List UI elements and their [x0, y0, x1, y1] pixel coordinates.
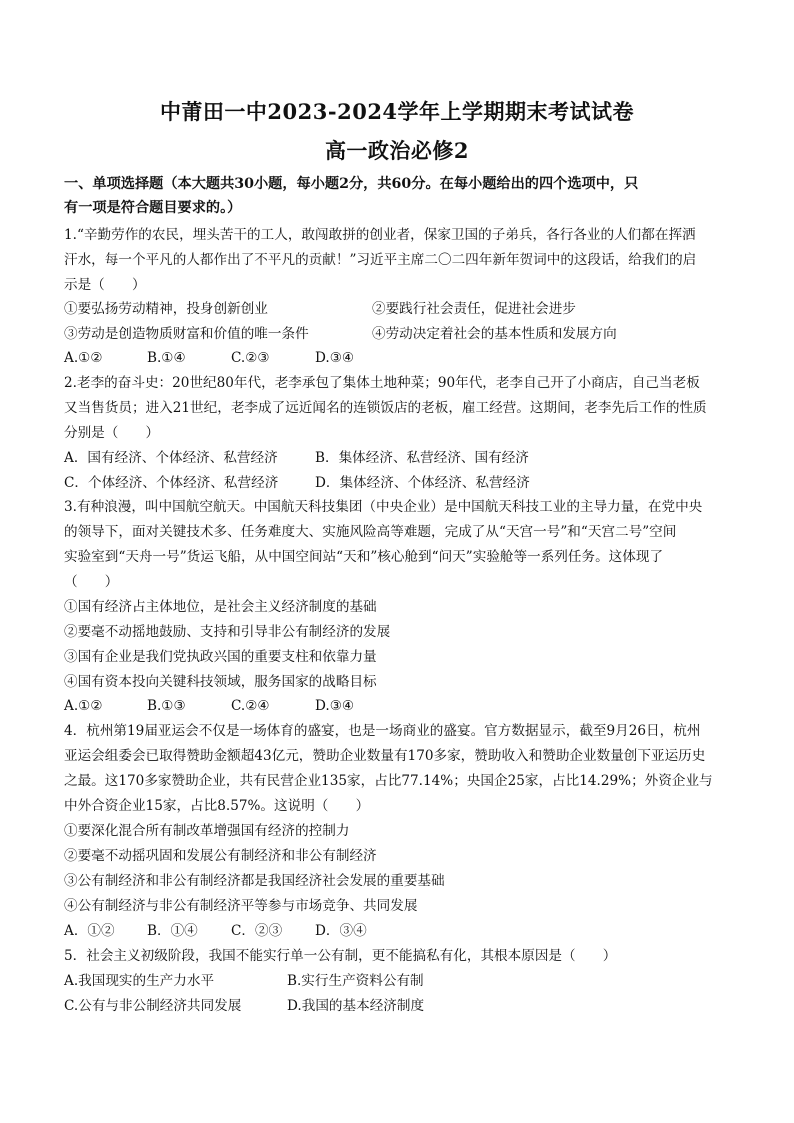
q2-stem-line1: 2.老李的奋斗史：20世纪80年代，老李承包了集体土地种菜；90年代，老李自己开了小商店，自己当老板 [64, 375, 700, 391]
exam-title: 中莆田一中2023-2024学年上学期期末考试试卷 [159, 99, 635, 124]
q3-choice-b: B.①③ [147, 698, 186, 714]
q3-stem-line4: （ ） [64, 574, 119, 590]
q4-stem-line2: 亚运会组委会已取得赞助金额超43亿元，赞助企业数量有170多家，赞助收入和赞助企业数量创下亚运历史 [64, 748, 706, 764]
q2-stem-line2: 又当售货员；进入21世纪，老李成了远近闻名的连锁饭店的老板，雇工经营。这期间，老李先后工作的性质 [64, 400, 707, 416]
q3-choice-a: A.①② [64, 698, 103, 714]
q5-choice-d: D.我国的基本经济制度 [287, 998, 425, 1014]
q3-statement-4: ④国有资本投向关键科技领域，服务国家的战略目标 [64, 674, 377, 690]
q4-choice-a: A．①② [64, 923, 115, 939]
q2-choice-c: C．个体经济、个体经济、私营经济 [64, 475, 279, 491]
q3-stem-line1: 3.有种浪漫，叫中国航空航天。中国航天科技集团（中央企业）是中国航天科技工业的主导力量，在党中央 [64, 499, 703, 515]
q3-statement-3: ③国有企业是我们党执政兴国的重要支柱和依靠力量 [64, 649, 377, 665]
q4-choice-b: B．①④ [147, 923, 198, 939]
section-heading-line2: 有一项是符合题目要求的。） [64, 200, 242, 216]
q4-stem-line1: 4．杭州第19届亚运会不仅是一场体育的盛宴，也是一场商业的盛宴。官方数据显示，截至9月26日，杭州 [64, 723, 701, 739]
q4-statement-2: ②要毫不动摇巩固和发展公有制经济和非公有制经济 [64, 848, 377, 864]
q3-choice-d: D.③④ [315, 698, 355, 714]
q1-statement-4: ④劳动决定着社会的基本性质和发展方向 [372, 326, 617, 342]
q1-choice-b: B.①④ [147, 350, 186, 366]
q2-stem-line3: 分别是（ ） [64, 425, 160, 441]
q5-choice-a: A.我国现实的生产力水平 [64, 973, 215, 989]
q4-statement-1: ①要深化混合所有制改革增强国有经济的控制力 [64, 823, 350, 839]
q3-choice-c: C.②④ [231, 698, 270, 714]
q1-stem-line3: 示是（ ） [64, 277, 146, 293]
q4-stem-line4: 中外合资企业15家，占比8.57%。这说明（ ） [64, 798, 370, 814]
q1-choice-a: A.①② [64, 350, 103, 366]
q4-statement-4: ④公有制经济与非公有制经济平等参与市场竞争、共同发展 [64, 898, 418, 914]
q3-stem-line3: 实验室到“天舟一号”货运飞船，从中国空间站“天和”核心舱到“问天”实验舱等一系列任务。这体现了 [64, 549, 664, 565]
q1-statement-1: ①要弘扬劳动精神，投身创新创业 [64, 301, 268, 317]
q1-statement-2: ②要践行社会责任，促进社会进步 [372, 301, 576, 317]
q3-statement-1: ①国有经济占主体地位，是社会主义经济制度的基础 [64, 599, 377, 615]
q1-statement-3: ③劳动是创造物质财富和价值的唯一条件 [64, 326, 309, 342]
q5-choice-c: C.公有与非公制经济共同发展 [64, 998, 242, 1014]
exam-subtitle: 高一政治必修2 [324, 138, 470, 163]
q4-statement-3: ③公有制经济和非公有制经济都是我国经济社会发展的重要基础 [64, 873, 445, 889]
q1-stem-line1: 1.“辛勤劳作的农民，埋头苦干的工人，敢闯敢拼的创业者，保家卫国的子弟兵，各行各业的人们都在挥洒 [64, 227, 696, 243]
q4-choice-d: D．③④ [315, 923, 367, 939]
q5-choice-b: B.实行生产资料公有制 [287, 973, 424, 989]
section-heading-line1: 一、单项选择题（本大题共30小题，每小题2分，共60分。在每小题给出的四个选项中，只 [64, 176, 639, 192]
q2-choice-a: A．国有经济、个体经济、私营经济 [64, 450, 278, 466]
q1-choice-c: C.②③ [231, 350, 270, 366]
q4-stem-line3: 之最。这170多家赞助企业，共有民营企业135家，占比77.14%；央国企25家，占比14.29%；外资企业与 [64, 773, 713, 789]
q4-choice-c: C．②③ [231, 923, 283, 939]
q2-choice-b: B．集体经济、私营经济、国有经济 [315, 450, 529, 466]
q5-stem-line1: 5．社会主义初级阶段，我国不能实行单一公有制，更不能搞私有化，其根本原因是（ ） [64, 948, 617, 964]
q2-choice-d: D．集体经济、个体经济、私营经济 [315, 475, 530, 491]
q3-statement-2: ②要毫不动摇地鼓励、支持和引导非公有制经济的发展 [64, 624, 391, 640]
q1-choice-d: D.③④ [315, 350, 355, 366]
q3-stem-line2: 的领导下，面对关键技术多、任务难度大、实施风险高等难题，完成了从“天宫一号”和“天宫二号”空间 [64, 524, 677, 540]
q1-stem-line2: 汗水，每一个平凡的人都作出了不平凡的贡献！”习近平主席二〇二四年新年贺词中的这段话，给我们的启 [64, 252, 697, 268]
